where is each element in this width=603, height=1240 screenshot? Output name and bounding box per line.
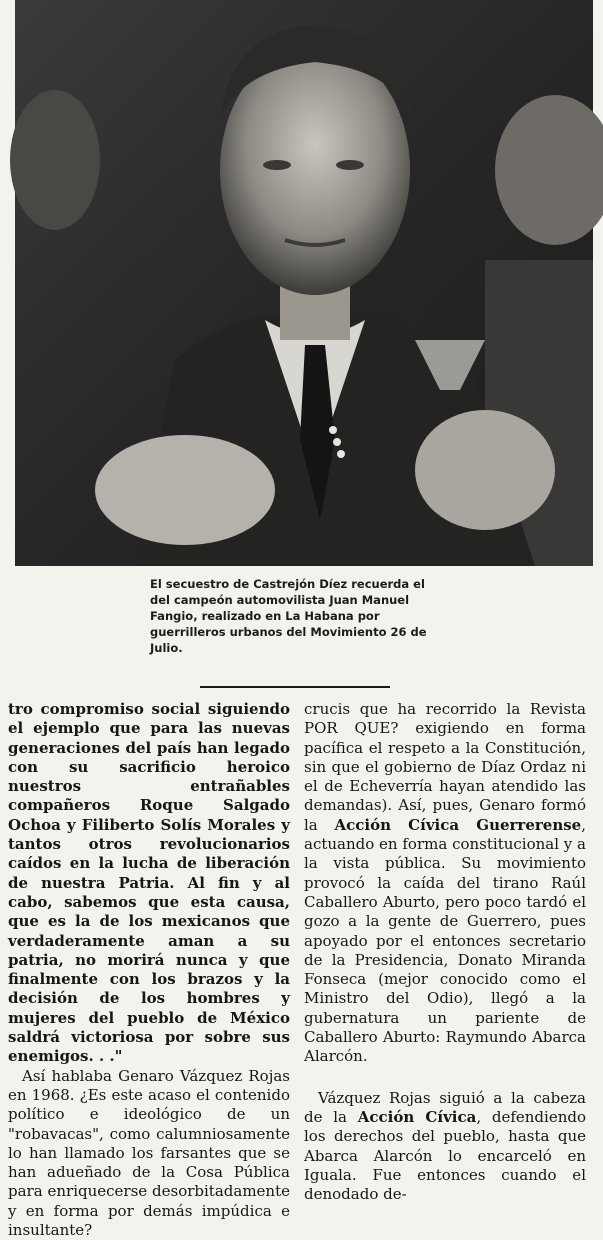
article-column-right: [304, 700, 586, 1222]
article-paragraph: tro compromiso social siguiendo el ejemplo que para las nuevas generaciones del país han legado con su sacrificio heroico nuestros entrañables compañeros Roque Salgado Ochoa y Filiberto Solís Morales y tantos otros revolucionarios caídos en la lucha de liberación de nuestra Patria. Al fin y al cabo, sabemos que esta causa, que es la de los mexicanos que verdaderamente aman a su patria, no morirá nunca y que finalmente con los brazos y la decisión de los hombres y mujeres del pueblo de México saldrá victoriosa por sobre sus enemigos. . .": [8, 700, 290, 1066]
portrait-photo: [15, 0, 593, 566]
article-paragraph: [304, 700, 586, 1067]
caption-divider: [200, 686, 390, 688]
article-text-bold: Acción Cívica: [357, 1107, 477, 1126]
article-text: , actuando en forma constitucional y a la vista pública. Su movimiento provocó la caída del tirano Raúl Caballero Aburto, pero poco tardó el gozo a la gente de Guerrero, pues apoyado por el entonces secretario de la Presidencia, Donato Miranda Fonseca (mejor conocido como el Ministro del Odio), llegó a la gubernatura un pariente de Caballero Aburto: Raymundo Abarca Alarcón.: [304, 815, 587, 1066]
photo-caption: El secuestro de Castrejón Díez recuerda el del campeón automovilista Juan Manuel Fangio, realizado en La Habana por guerrilleros urbanos del Movimiento 26 de Julio.: [150, 577, 427, 655]
article-column-left: [8, 700, 290, 1240]
article-text: crucis que ha recorrido la Revista POR QUE? exigiendo en forma pacífica el respeto a la Constitución, sin que el gobierno de Díaz Ordaz ni el de Echeverría hayan atendido las demandas). Así, pues, Genaro formó la: [304, 700, 586, 834]
article-text: Vázquez Rojas siguió a la cabeza de la: [304, 1088, 586, 1126]
article-text: , defendiendo los derechos del pueblo, hasta que Abarca Alarcón lo encarceló en Iguala. Fue entonces cuando el denodado de-: [304, 1107, 586, 1204]
photo-image: [15, 0, 593, 566]
article-paragraph: Así hablaba Genaro Vázquez Rojas en 1968. ¿Es este acaso el contenido político e ideológico de un "robavacas", como calumniosamente lo han llamado los farsantes que se han adueñado de la Cosa Pública para enriquecerse desorbitadamente y en forma por demás impúdica e insultante?: [8, 1066, 290, 1240]
article-text-bold: Acción Cívica Guerrerense: [334, 815, 582, 834]
article-paragraph: [304, 1089, 586, 1205]
